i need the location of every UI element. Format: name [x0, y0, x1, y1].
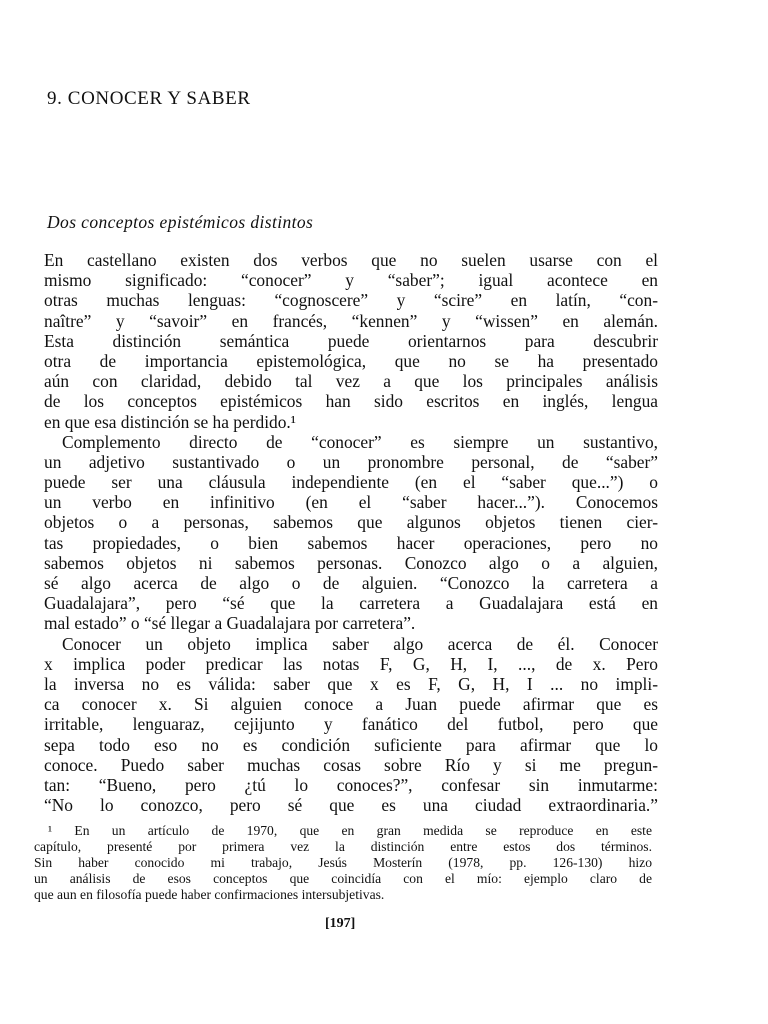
footnote-line: que aun en filosofía puede haber confirmaciones intersubjetivas.: [34, 887, 385, 902]
text-line: puede ser una cláusula independiente (en el “saber que...”) o: [44, 472, 658, 493]
chapter-title: 9. CONOCER Y SABER: [47, 88, 251, 109]
text-line: x implica poder predicar las notas F, G, H, I, ..., de x. Pero: [44, 653, 658, 674]
text-line: en que esa distinción se ha perdido.¹: [44, 411, 296, 432]
text-line: otra de importancia epistemológica, que no se ha presentado: [44, 350, 658, 371]
page-number: [197]: [325, 916, 356, 931]
text-line: tan: “Bueno, pero ¿tú lo conoces?”, confesar sin inmutarme:: [44, 774, 658, 795]
text-line: un verbo en infinitivo (en el “saber hacer...”). Conocemos: [44, 492, 658, 513]
footnote-line: Sin haber conocido mi trabajo, Jesús Mosterín (1978, pp. 126-130) hizo: [34, 855, 652, 870]
text-line: mal estado” o “sé llegar a Guadalajara por carretera”.: [44, 613, 416, 634]
text-line: Esta distinción semántica puede orientarnos para descubrir: [44, 330, 658, 351]
text-line: mismo significado: “conocer” y “saber”; igual acontece en: [44, 270, 658, 291]
text-line: de los conceptos epistémicos han sido escritos en inglés, lengua: [44, 391, 658, 412]
text-line: irritable, lenguaraz, cejijunto y fanático del futbol, pero que: [44, 714, 658, 735]
footnote-line: ¹ En un artículo de 1970, que en gran medida se reproduce en este: [48, 823, 652, 838]
body-text: [44, 250, 658, 815]
text-line: sé algo acerca de algo o de alguien. “Conozco la carretera a: [44, 573, 658, 593]
text-line: sabemos objetos ni sabemos personas. Conozco algo o a alguien,: [44, 552, 658, 573]
text-line: “No lo conozco, pero sé que es una ciudad extraordinaria.”: [44, 795, 658, 816]
text-line: otras muchas lenguas: “cognoscere” y “scire” en latín, “con-: [44, 290, 658, 311]
footnote-line: un análisis de esos conceptos que coincidía con el mío: ejemplo claro de: [34, 871, 652, 886]
text-line: naître” y “savoir” en francés, “kennen” y “wissen” en alemán.: [44, 310, 658, 331]
text-line: un adjetivo sustantivado o un pronombre personal, de “saber”: [44, 451, 658, 472]
text-line: conoce. Puedo saber muchas cosas sobre Río y si me pregun-: [44, 754, 658, 775]
text-line: sepa todo eso no es condición suficiente para afirmar que lo: [44, 734, 658, 755]
footnotes: [34, 823, 652, 903]
text-line: tas propiedades, o bien sabemos hacer operaciones, pero no: [44, 532, 658, 553]
text-line: En castellano existen dos verbos que no suelen usarse con el: [44, 250, 658, 270]
text-line: Conocer un objeto implica saber algo acerca de él. Conocer: [62, 633, 658, 654]
section-title: Dos conceptos epistémicos distintos: [47, 212, 314, 232]
text-line: aún con claridad, debido tal vez a que los principales análisis: [44, 371, 658, 392]
text-line: ca conocer x. Si alguien conoce a Juan puede afirmar que es: [44, 694, 658, 715]
text-line: Guadalajara”, pero “sé que la carretera a Guadalajara está en: [44, 593, 658, 614]
text-line: objetos o a personas, sabemos que algunos objetos tienen cier-: [44, 512, 658, 533]
text-line: Complemento directo de “conocer” es siempre un sustantivo,: [62, 431, 658, 452]
text-line: la inversa no es válida: saber que x es F, G, H, I ... no impli-: [44, 673, 658, 694]
footnote-line: capítulo, presenté por primera vez la distinción entre estos dos términos.: [34, 839, 652, 854]
